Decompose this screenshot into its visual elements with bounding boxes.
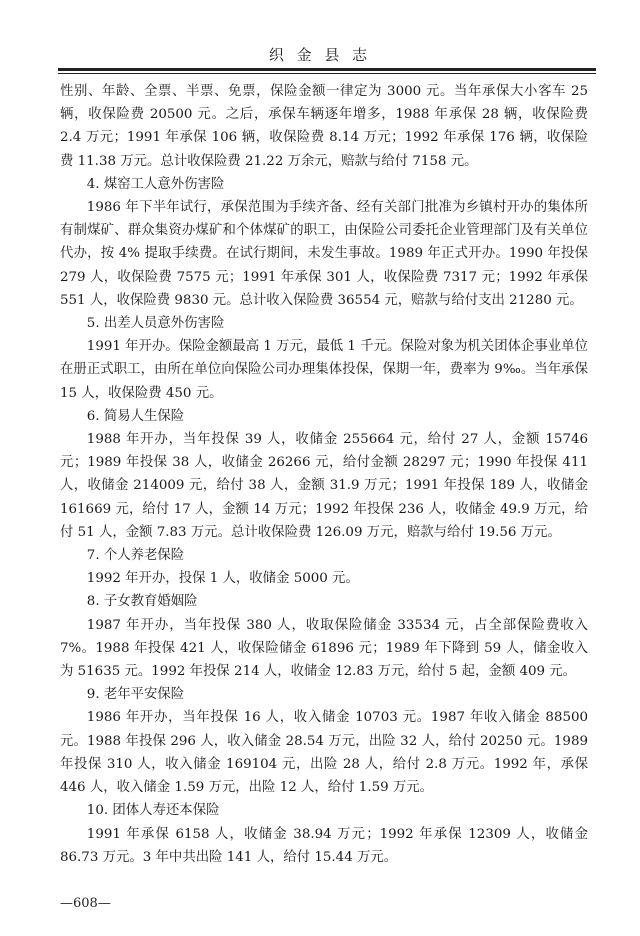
paragraph-continuation: 性别、年龄、全票、半票、免票，保险金额一律定为 3000 元。当年承保大小客车 25 辆，收保险费 20500 元。之后，承保车辆逐年增多，1988 年承保 28 辆，收保险费 2.4 万元；1991 年承保 106 辆，收保险费 8.14 万元；1992 年承保 176 辆，收保险费 11.38 万元。总计收保险费 21.22 万余元，赔款与给付 7158 元。 (60, 84, 588, 169)
section-heading-7: 7. 个人养老保险 (86, 548, 185, 564)
header-rule-thin (58, 73, 596, 74)
paragraph-section-7: 1992 年开办，投保 1 人，收储金 5000 元。 (86, 571, 359, 587)
section-heading-4: 4. 煤窑工人意外伤害险 (86, 176, 225, 192)
paragraph-section-5: 1991 年开办。保险金额最高 1 万元，最低 1 千元。保险对象为机关团体企事业单位在册正式职工，由所在单位向保险公司办理集体投保，保期一年，费率为 9‰。当年承保 15 人，收保险费 450 元。 (60, 339, 588, 401)
paragraph-section-10: 1991 年承保 6158 人，收储金 38.94 万元；1992 年承保 12309 人，收储金 86.73 万元。3 年中共出险 141 人，给付 15.44 万元。 (60, 826, 588, 865)
section-heading-10: 10. 团体人寿还本保险 (86, 803, 220, 819)
running-header: 织 金 县 志 (268, 46, 372, 64)
section-heading-9: 9. 老年平安保险 (86, 687, 185, 703)
paragraph-section-4: 1986 年下半年试行，承保范围为手续齐备、经有关部门批准为乡镇村开办的集体所有制煤矿、群众集资办煤矿和个体煤矿的职工，由保险公司委托企业管理部门及有关单位代办，按 4% 提取手续费。在试行期间，未发生事故。1989 年正式开办。1990 年投保 279 人，收保险费 7575 元；1991 年承保 301 人，收保险费 7317 元；1992 年承保 551 人，收保险费 9830 元。总计收入保险费 36554 元，赔款与给付支出 21280 元。 (60, 200, 588, 308)
paragraph-section-6: 1988 年开办，当年投保 39 人，收储金 255664 元，给付 27 人，金额 15746 元；1989 年投保 38 人，收储金 26266 元，给付金额 28297 元；1990 年投保 411 人，收储金 214009 元，给付 38 人，金额 31.9 万元；1991 年投保 189 人，收储金 161669 元，给付 17 人，金额 14 万元；1992 年投保 236 人，收储金 49.9 万元，给付 51 人，金额 7.83 万元。总计收保险费 126.09 万元，赔款与给付 19.56 万元。 (60, 432, 588, 540)
section-heading-8: 8. 子女教育婚姻险 (86, 594, 198, 610)
header-rule-thick (58, 68, 596, 71)
section-heading-5: 5. 出差人员意外伤害险 (86, 316, 225, 332)
page-number: —608— (60, 896, 111, 911)
paragraph-section-9: 1986 年开办，当年投保 16 人，收入储金 10703 元。1987 年收入储金 88500 元。1988 年投保 296 人，收入储金 28.54 万元，出险 32 人，给付 20250 元。1989 年投保 310 人，收入储金 169104 元，出险 28 人，给付 2.8 万元。1992 年，承保 446 人，收入储金 1.59 万元，出险 12 人，给付 1.59 万元。 (60, 710, 588, 796)
section-heading-6: 6. 简易人生保险 (86, 408, 185, 424)
body-text (60, 80, 588, 869)
paragraph-section-8: 1987 年开办，当年投保 380 人，收取保险储金 33534 元，占全部保险费收入 7%。1988 年投保 421 人，收保险储金 61896 元；1989 年下降到 59 人，储金收入为 51635 元。1992 年投保 214 人，收储金 12.83 万元，给付 5 起，金额 409 元。 (60, 617, 588, 680)
